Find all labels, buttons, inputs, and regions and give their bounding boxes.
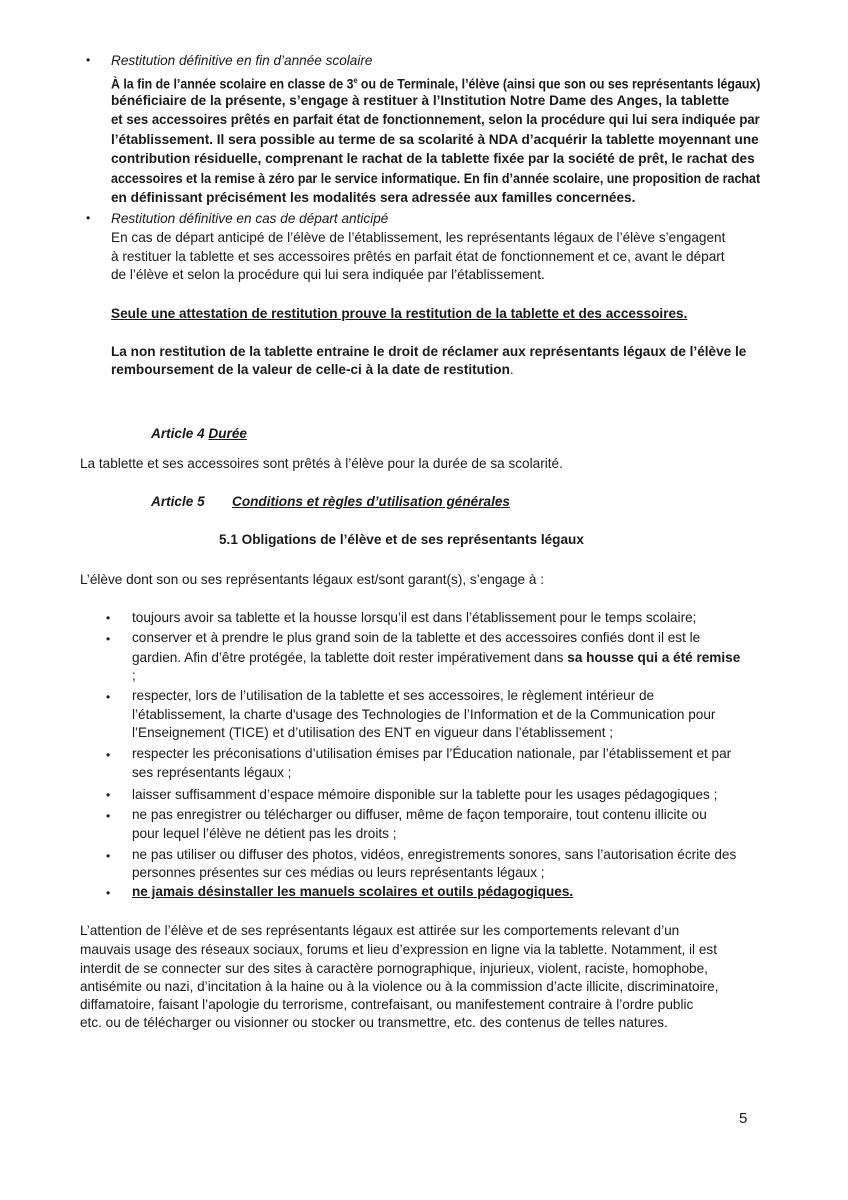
obligation-item-line: conserver et à prendre le plus grand soin de la tablette et des accessoires confiés dont il est le — [132, 630, 701, 645]
restitution-item2-line2: à restituer la tablette et ses accessoires prêtés en parfait état de fonctionnement et ce, avant le départ — [111, 249, 725, 264]
obligation-item: laisser suffisamment d’espace mémoire disponible sur la tablette pour les usages pédagogiques ; — [132, 787, 718, 802]
page-number: 5 — [739, 1110, 748, 1127]
obligation-item-line: ; — [132, 668, 136, 683]
bullet-dot: • — [86, 53, 91, 67]
obligations-intro: L’élève dont son ou ses représentants légaux est/sont garant(s), s’engage à : — [80, 572, 544, 587]
article5-title: Conditions et règles d’utilisation générales — [232, 494, 510, 509]
obligation-item-line: ne pas enregistrer ou télécharger ou diffuser, même de façon temporaire, tout contenu illicite ou — [132, 807, 707, 822]
bullet-dot: • — [106, 788, 111, 802]
bullet-dot: • — [106, 690, 111, 704]
bullet-dot: • — [86, 211, 91, 225]
restitution-item1-line5: contribution résiduelle, comprenant le rachat de la tablette fixée par la société de prêt, le rachat des — [111, 151, 755, 166]
warning-line: diffamatoire, faisant l’apologie du terrorisme, contrefaisant, ou manifestement contraire à l’ordre public — [80, 997, 694, 1012]
obligation-item-line: ne pas utiliser ou diffuser des photos, vidéos, enregistrements sonores, sans l’autorisation écrite des — [132, 847, 737, 862]
restitution-item1-title: Restitution définitive en fin d’année scolaire — [111, 53, 373, 68]
warning-line: etc. ou de télécharger ou visionner ou stocker ou transmettre, etc. des contenus de telles natures. — [80, 1015, 668, 1030]
restitution-item1-line1: À la fin de l’année scolaire en classe de 3e ou de Terminale, l’élève (ainsi que son ou ses représentants légaux) — [111, 76, 761, 92]
article5-label: Article 5 — [151, 494, 205, 509]
restitution-item2-line1: En cas de départ anticipé de l’élève de l’établissement, les représentants légaux de l’élève s’engagent — [111, 230, 726, 245]
bullet-dot: • — [106, 809, 111, 823]
obligation-item-line: l’établissement, la charte d'usage des Technologies de l’Information et de la Communication pour — [132, 707, 716, 722]
bullet-dot: • — [106, 632, 111, 646]
restitution-item1-line3: et ses accessoires prêtés en parfait état de fonctionnement, selon la procédure qui lui sera indiquée par — [111, 112, 760, 127]
bullet-dot: • — [106, 748, 111, 762]
restitution-item2-line3: de l’élève et selon la procédure qui lui sera indiquée par l’établissement. — [111, 267, 545, 282]
section-5-1-title: 5.1 Obligations de l’élève et de ses représentants légaux — [219, 532, 584, 547]
warning-line: L’attention de l’élève et de ses représentants légaux est attirée sur les comportements relevant d’un — [80, 923, 680, 938]
obligation-item: toujours avoir sa tablette et la housse lorsqu’il est dans l’établissement pour le temps scolaire; — [132, 610, 697, 625]
obligation-item-line: pour lequel l’élève ne détient pas les droits ; — [132, 826, 397, 841]
attestation-notice: Seule une attestation de restitution prouve la restitution de la tablette et des accessoires. — [111, 306, 688, 321]
warning-line: antisémite ou nazi, d’incitation à la haine ou à la violence ou à la commission d’acte illicite, discriminatoire, — [80, 979, 719, 994]
non-restitution-line1: La non restitution de la tablette entraine le droit de réclamer aux représentants légaux de l’élève le — [111, 344, 747, 359]
obligation-item: ne jamais désinstaller les manuels scolaires et outils pédagogiques. — [132, 884, 574, 899]
restitution-item2-title: Restitution définitive en cas de départ anticipé — [111, 211, 389, 226]
restitution-item1-line7: en définissant précisément les modalités sera adressée aux familles concernées. — [111, 190, 636, 205]
warning-line: mauvais usage des réseaux sociaux, forums et lieu d’expression en ligne via la tablette. Notamment, il est — [80, 942, 717, 957]
article4-text: La tablette et ses accessoires sont prêtés à l’élève pour la durée de sa scolarité. — [80, 456, 563, 471]
warning-line: interdit de se connecter sur des sites à caractère pornographique, injurieux, violent, raciste, homophobe, — [80, 961, 708, 976]
obligation-item-line: respecter, lors de l’utilisation de la tablette et ses accessoires, le règlement intérieur de — [132, 688, 655, 703]
restitution-item1-line6: accessoires et la remise à zéro par le service informatique. En fin d’année scolaire, une proposition de rachat — [111, 171, 761, 186]
restitution-item1-line2: bénéficiaire de la présente, s’engage à restituer à l’Institution Notre Dame des Anges, la tablette — [111, 93, 730, 108]
article4-heading: Article 4 Durée — [151, 426, 247, 441]
obligation-item-line: respecter les préconisations d’utilisation émises par l’Éducation nationale, par l’établissement et par — [132, 746, 732, 761]
bullet-dot: • — [106, 611, 111, 625]
bullet-dot: • — [106, 849, 111, 863]
obligation-item-line: l’Enseignement (TICE) et d’utilisation des ENT en vigueur dans l’établissement ; — [132, 725, 614, 740]
non-restitution-line2: remboursement de la valeur de celle-ci à la date de restitution. — [111, 362, 514, 377]
obligation-item-line: ses représentants légaux ; — [132, 765, 292, 780]
obligation-item-line: personnes présentes sur ces médias ou leurs représentants légaux ; — [132, 865, 545, 880]
obligation-item-line: gardien. Afin d’être protégée, la tablette doit rester impérativement dans sa housse qui a été remise — [132, 650, 741, 665]
bullet-dot: • — [106, 886, 111, 900]
restitution-item1-line4: l’établissement. Il sera possible au terme de sa scolarité à NDA d’acquérir la tablette moyennant une — [111, 132, 759, 147]
